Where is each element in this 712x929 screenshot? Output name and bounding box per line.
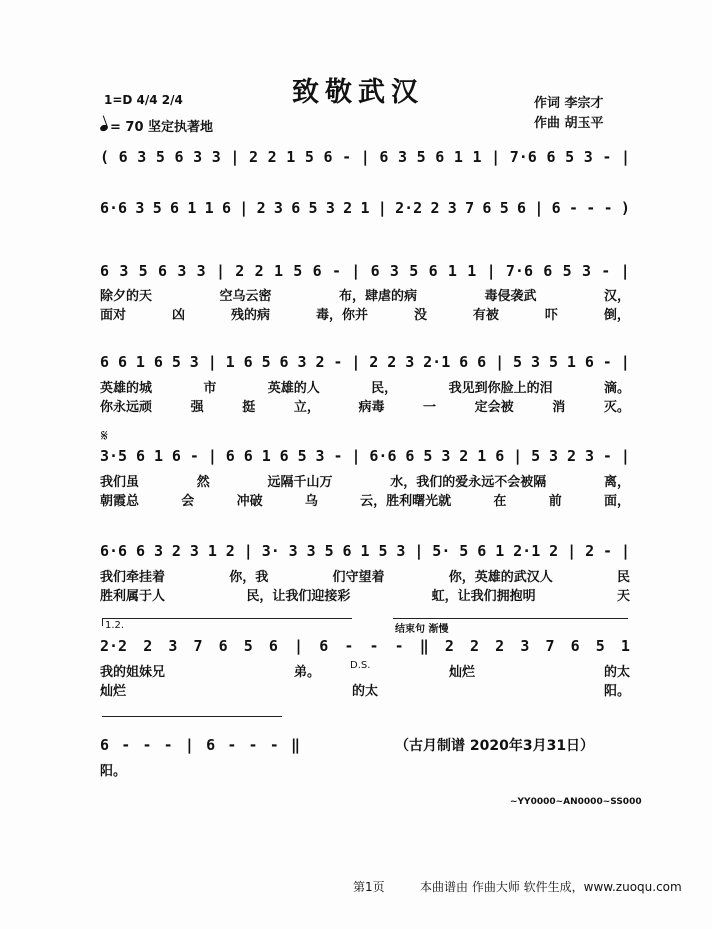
notation-token: 6 — [279, 447, 289, 465]
lyric-token: 英雄的城 — [100, 381, 153, 396]
notation-token: 6 — [477, 353, 487, 371]
notation-token: ) — [620, 199, 630, 217]
notation-token: 7 — [193, 637, 203, 655]
lyric-token: 毒，你并 — [315, 308, 368, 323]
notation-token: 1 — [273, 262, 283, 280]
ds-marking: D.S. — [350, 660, 371, 671]
notation-token: ( — [100, 148, 110, 166]
notation-token: 2 — [254, 262, 264, 280]
lyric-token: 挺 — [242, 400, 256, 415]
notation-token: - — [227, 736, 237, 754]
notation-token: 6 — [312, 262, 322, 280]
notation-token: 2 — [267, 148, 277, 166]
lyric-token: 弟。 — [293, 665, 320, 680]
notation-line-4 — [100, 351, 630, 373]
lyric-token: 朝霞总 — [100, 494, 140, 509]
notation-token: 2 — [171, 542, 181, 560]
notation-token: 6 — [370, 262, 380, 280]
notation-token: 6 — [221, 199, 231, 217]
notation-token: 1 — [225, 353, 235, 371]
lyric-token: 一 — [423, 400, 437, 415]
notation-token: 5 — [499, 199, 509, 217]
notation-token: 3 — [447, 199, 457, 217]
notation-token: 5 — [243, 637, 253, 655]
notation-token: 2 — [459, 447, 469, 465]
lyric-token: 空乌云密 — [219, 289, 272, 304]
notation-token: 1 — [286, 148, 296, 166]
notation-token: 5 — [423, 447, 433, 465]
notation-token: 2 — [143, 637, 153, 655]
notation-token: 2 — [256, 199, 266, 217]
notation-token: 3 — [211, 148, 221, 166]
lyric-token: 市 — [203, 381, 217, 396]
notation-token: | — [486, 262, 496, 280]
notation-token: | — [495, 353, 505, 371]
notation-token: 3 — [297, 353, 307, 371]
notation-token: 3 — [189, 353, 199, 371]
generator-credit: 本曲谱由 作曲大师 软件生成，www.zuoqu.com — [420, 880, 682, 894]
notation-token: - — [394, 637, 404, 655]
notation-token: | — [620, 148, 630, 166]
notation-token: 2 — [470, 637, 480, 655]
lyrics-line-4b — [100, 396, 630, 415]
notation-token: - — [603, 542, 613, 560]
lyrics-line-7a — [100, 661, 630, 680]
notation-token: 5 — [378, 542, 388, 560]
notation-token: 6 — [171, 447, 181, 465]
notation-token: | — [620, 262, 630, 280]
notation-token: 6 — [379, 148, 389, 166]
notation-token: 2·1 — [513, 542, 541, 560]
lyrics-line-7b — [100, 680, 630, 699]
lyric-token: 毒侵袭武 — [484, 289, 537, 304]
lyric-token: 你，英雄的武汉人 — [448, 570, 553, 585]
notation-token: 5 — [562, 262, 572, 280]
notation-token: 3 — [396, 542, 406, 560]
lyric-token: 你永远顽 — [100, 400, 153, 415]
lyric-token: 我们牵挂着 — [100, 570, 166, 585]
lyrics-line-3a — [100, 285, 630, 304]
notation-token: 1 — [135, 353, 145, 371]
notation-token: 5 — [416, 148, 426, 166]
notation-token: 3 — [389, 262, 399, 280]
lyrics-line-4a — [100, 377, 630, 396]
notation-token: 1 — [477, 447, 487, 465]
notation-token: - — [333, 447, 343, 465]
notation-token: - — [142, 736, 152, 754]
notation-token: 2 — [567, 447, 577, 465]
notation-token: ‖ — [290, 736, 300, 754]
notation-token: 3·5 — [100, 447, 128, 465]
notation-token: 6 — [153, 353, 163, 371]
notation-token: | — [567, 542, 577, 560]
lyric-token: 冲破 — [236, 494, 263, 509]
lyric-token: 倒， — [603, 308, 630, 323]
notation-token: 6 — [117, 353, 127, 371]
lyric-token: 民， — [371, 381, 398, 396]
lyric-token: 我们虽 — [100, 475, 140, 490]
notation-token: 1 — [467, 262, 477, 280]
lyric-token: 除夕的天 — [100, 289, 153, 304]
notation-token: | — [351, 262, 361, 280]
notation-token: 2 — [585, 542, 595, 560]
notation-token: - — [269, 736, 279, 754]
lyric-token: 灿烂 — [100, 684, 127, 699]
notation-token: 6 — [323, 148, 333, 166]
lyric-token: 前 — [548, 494, 562, 509]
notation-token: 3 — [189, 542, 199, 560]
lyric-token: 水，我们的爱永远不会被隔 — [390, 475, 547, 490]
notation-token: 3 — [177, 262, 187, 280]
notation-token: 6 — [170, 199, 180, 217]
notation-token: 3 — [196, 262, 206, 280]
notation-token: 3 — [119, 262, 129, 280]
lyric-token: 面对 — [100, 308, 127, 323]
notation-token: | — [491, 148, 501, 166]
notation-token: - — [602, 447, 612, 465]
notation-token: - — [189, 447, 199, 465]
notation-token: 6 — [435, 148, 445, 166]
notation-token: 5 — [297, 447, 307, 465]
lyric-token: 立， — [293, 400, 320, 415]
notation-token: ‖ — [419, 637, 429, 655]
notation-token: 5 — [138, 262, 148, 280]
notation-token: 5 — [595, 637, 605, 655]
notation-token: 6 — [459, 353, 469, 371]
notation-token: 2 — [369, 353, 379, 371]
notation-token: | — [230, 148, 240, 166]
lyrics-line-6a — [100, 566, 630, 585]
lyric-token: 云，胜利曙光就 — [360, 494, 452, 509]
notation-token: 3 — [549, 447, 559, 465]
notation-token: 3 — [315, 447, 325, 465]
segno-icon: 𝄋 — [101, 426, 108, 445]
lyric-token: 残的病 — [230, 308, 270, 323]
notation-token: 5 — [304, 148, 314, 166]
notation-token: 3 — [273, 199, 283, 217]
lyrics-line-6b — [100, 585, 630, 604]
notation-token: - — [333, 353, 343, 371]
notation-token: 1 — [620, 637, 630, 655]
notation-token: - — [602, 148, 612, 166]
attribution: （古月制谱 2020年3月31日） — [395, 738, 595, 754]
notation-token: 3 — [325, 199, 335, 217]
notation-token: 5 — [459, 542, 469, 560]
notation-token: 2 — [430, 199, 440, 217]
notation-token: 3 — [168, 637, 178, 655]
lyric-token: 吓 — [544, 308, 558, 323]
notation-token: 5 — [513, 353, 523, 371]
notation-token: 6 — [136, 447, 146, 465]
lyric-token: 病毒 — [358, 400, 385, 415]
notation-token: 2 — [444, 637, 454, 655]
notation-token: 2·1 — [423, 353, 451, 371]
notation-token: | — [620, 353, 630, 371]
notation-token: - — [568, 199, 578, 217]
lyrics-line-8 — [100, 760, 300, 779]
lyric-token: 会 — [181, 494, 195, 509]
notation-token: - — [342, 148, 352, 166]
lyric-token: 汉， — [603, 289, 630, 304]
page-number: 第1页 — [353, 880, 385, 894]
notation-token: | — [239, 199, 249, 217]
notation-token: 2 — [249, 148, 259, 166]
notation-token: 6 — [136, 542, 146, 560]
notation-token: 3 — [405, 353, 415, 371]
notation-token: | — [184, 736, 194, 754]
lyric-token: 灭。 — [603, 400, 630, 415]
notation-token: 6·6 — [100, 199, 128, 217]
lyric-token: 没 — [413, 308, 427, 323]
signature: ~YY0000~AN0000~SS000 — [510, 797, 642, 807]
notation-token: | — [215, 262, 225, 280]
notation-token: 2 — [495, 637, 505, 655]
notation-token: 1 — [153, 447, 163, 465]
ending-label: 结束句 渐慢 — [395, 624, 449, 635]
notation-token: - — [601, 262, 611, 280]
notation-token: 3 — [193, 148, 203, 166]
notation-token: 5 — [293, 262, 303, 280]
notation-line-8 — [100, 734, 300, 756]
notation-token: 6 — [100, 736, 110, 754]
lyric-token: 布，肆虐的病 — [338, 289, 417, 304]
lyric-token: 你，我 — [229, 570, 269, 585]
notation-token: 6 — [118, 148, 128, 166]
lyric-token: 然 — [196, 475, 210, 490]
lyric-token: 离， — [603, 475, 630, 490]
notation-token: 5 — [548, 353, 558, 371]
notation-token: 1 — [447, 262, 457, 280]
notation-token: - — [121, 736, 131, 754]
notation-token: 7 — [545, 637, 555, 655]
lyric-token: 阳。 — [100, 764, 127, 779]
tempo-text: = 70 坚定执著地 — [110, 120, 214, 135]
notation-token: 6 — [517, 199, 527, 217]
notation-token: 6 — [495, 447, 505, 465]
notation-token: 3 — [306, 542, 316, 560]
notation-token: 6 — [206, 736, 216, 754]
notation-token: | — [534, 199, 544, 217]
notation-token: 1 — [360, 542, 370, 560]
notation-token: 6 — [279, 353, 289, 371]
lyric-token: 我见到你脸上的泪 — [448, 381, 553, 396]
lyrics-line-3b — [100, 304, 630, 323]
notation-token: 1 — [204, 199, 214, 217]
notation-token: 6 — [405, 447, 415, 465]
notation-token: 6·6 — [100, 542, 128, 560]
notation-token: 2 — [343, 199, 353, 217]
ending-bracket — [393, 618, 628, 619]
lyric-token: 凶 — [171, 308, 185, 323]
notation-token: 3 — [135, 199, 145, 217]
notation-token: 2 — [235, 262, 245, 280]
notation-token: | — [513, 447, 523, 465]
lyric-token: 英雄的人 — [267, 381, 320, 396]
notation-token: 3 — [398, 148, 408, 166]
notation-token: 2 — [225, 542, 235, 560]
notation-token: - — [331, 262, 341, 280]
notation-token: 2·2 — [395, 199, 423, 217]
lyric-token: 阳。 — [603, 684, 630, 699]
notation-token: 6 — [225, 447, 235, 465]
notation-token: 5 — [155, 148, 165, 166]
notation-token: | — [207, 447, 217, 465]
notation-token: 6 — [342, 542, 352, 560]
notation-token: 5 — [152, 199, 162, 217]
tempo-marking — [100, 116, 213, 135]
notation-token: 6 — [174, 148, 184, 166]
notation-token: 6 — [543, 262, 553, 280]
lyric-token: 我的姐妹兄 — [100, 665, 166, 680]
key-signature: 1=D 4/4 2/4 — [104, 93, 183, 107]
notation-token: 3 — [137, 148, 147, 166]
notation-token: 6 — [546, 148, 556, 166]
notation-token: 6 — [477, 542, 487, 560]
notation-token: 3 — [584, 447, 594, 465]
notation-line-7 — [100, 635, 630, 657]
notation-token: | — [207, 353, 217, 371]
notation-token: 3 — [520, 637, 530, 655]
notation-token: 1 — [495, 542, 505, 560]
notation-token: 3 — [583, 148, 593, 166]
notation-token: - — [163, 736, 173, 754]
notation-token: 1 — [261, 447, 271, 465]
notation-token: 1 — [566, 353, 576, 371]
notation-token: 6 — [319, 637, 329, 655]
lyric-token: 面， — [603, 494, 630, 509]
notation-token: | — [620, 447, 630, 465]
notation-token: 3 — [153, 542, 163, 560]
notation-line-6 — [100, 540, 630, 562]
notation-token: 6 — [218, 637, 228, 655]
notation-token: 3· — [261, 542, 280, 560]
lyric-token: 胜利属于人 — [100, 589, 166, 604]
notation-token: 6 — [428, 262, 438, 280]
volta-bracket-tick — [102, 618, 103, 626]
notation-token: - — [602, 353, 612, 371]
notation-token: 1 — [207, 542, 217, 560]
notation-token: 6 — [584, 353, 594, 371]
notation-token: 6 — [100, 353, 110, 371]
notation-token: 6 — [243, 353, 253, 371]
volta-bracket — [102, 618, 352, 619]
lyric-token: 滴。 — [603, 381, 630, 396]
lyric-token: 灿烂 — [448, 665, 475, 680]
notation-token: 1 — [360, 199, 370, 217]
notation-token: 7·6 — [505, 262, 533, 280]
notation-token: 3 — [288, 542, 298, 560]
notation-line-5 — [100, 445, 630, 467]
notation-token: 6 — [243, 447, 253, 465]
tie-line — [102, 716, 282, 717]
quarter-note-icon — [99, 123, 109, 131]
lyric-token: 的太 — [603, 665, 630, 680]
notation-token: 5 — [261, 353, 271, 371]
lyric-token: 在 — [493, 494, 507, 509]
notation-token: 2 — [549, 542, 559, 560]
notation-token: 6 — [157, 262, 168, 280]
notation-token: 3 — [441, 447, 451, 465]
composer-credit: 作曲 胡玉平 — [534, 116, 604, 131]
notation-token: | — [351, 447, 361, 465]
notation-token: | — [414, 542, 424, 560]
lyrics-line-5a — [100, 471, 630, 490]
notation-token: 6 — [100, 262, 110, 280]
lyric-token: 定会被 — [474, 400, 514, 415]
notation-token: | — [377, 199, 387, 217]
notation-token: | — [360, 148, 370, 166]
notation-token: 2 — [315, 353, 325, 371]
notation-token: 5· — [432, 542, 451, 560]
notation-token: 6 — [482, 199, 492, 217]
notation-token: | — [294, 637, 304, 655]
lyric-token: 强 — [190, 400, 204, 415]
song-title: 致敬武汉 — [292, 77, 424, 108]
notation-token: 5 — [531, 447, 541, 465]
lyric-token: 乌 — [304, 494, 318, 509]
notation-token: - — [344, 637, 354, 655]
lyric-token: 有被 — [472, 308, 499, 323]
notation-token: 2·2 — [100, 637, 128, 655]
notation-line-3 — [100, 260, 630, 282]
notation-token: 2 — [387, 353, 397, 371]
notation-token: 7 — [465, 199, 475, 217]
notation-token: 5 — [171, 353, 181, 371]
notation-token: 3 — [530, 353, 541, 371]
lyric-token: 虹，让我们拥抱明 — [431, 589, 536, 604]
notation-token: 3 — [581, 262, 591, 280]
lyrics-line-5b — [100, 490, 630, 509]
notation-token: 5 — [565, 148, 575, 166]
notation-token: | — [620, 542, 630, 560]
notation-token: | — [243, 542, 253, 560]
notation-token: 6 — [291, 199, 301, 217]
lyricist-credit: 作词 李宗才 — [534, 96, 604, 111]
notation-line-1 — [100, 146, 630, 168]
volta-label: 1.2. — [105, 620, 125, 631]
notation-token: 5 — [409, 262, 419, 280]
lyric-token: 民，让我们迎接彩 — [246, 589, 351, 604]
lyric-token: 民 — [616, 570, 630, 585]
lyric-token: 天 — [616, 589, 630, 604]
notation-token: 6·6 — [369, 447, 397, 465]
notation-line-2 — [100, 197, 630, 219]
lyric-token: 们守望着 — [332, 570, 385, 585]
notation-token: 7·6 — [509, 148, 537, 166]
lyric-token: 消 — [552, 400, 566, 415]
notation-token: 6 — [551, 199, 561, 217]
notation-token: - — [248, 736, 258, 754]
notation-token: - — [586, 199, 596, 217]
notation-token: 6 — [570, 637, 580, 655]
notation-token: 6 — [268, 637, 278, 655]
notation-token: 5 — [324, 542, 334, 560]
lyric-token: 的太 — [351, 684, 378, 699]
notation-token: 5 — [308, 199, 318, 217]
notation-token: 1 — [453, 148, 463, 166]
notation-token: - — [603, 199, 613, 217]
notation-token: 1 — [187, 199, 197, 217]
notation-token: - — [369, 637, 379, 655]
lyric-token: 远隔千山万 — [267, 475, 333, 490]
notation-token: 1 — [472, 148, 482, 166]
notation-token: | — [351, 353, 361, 371]
